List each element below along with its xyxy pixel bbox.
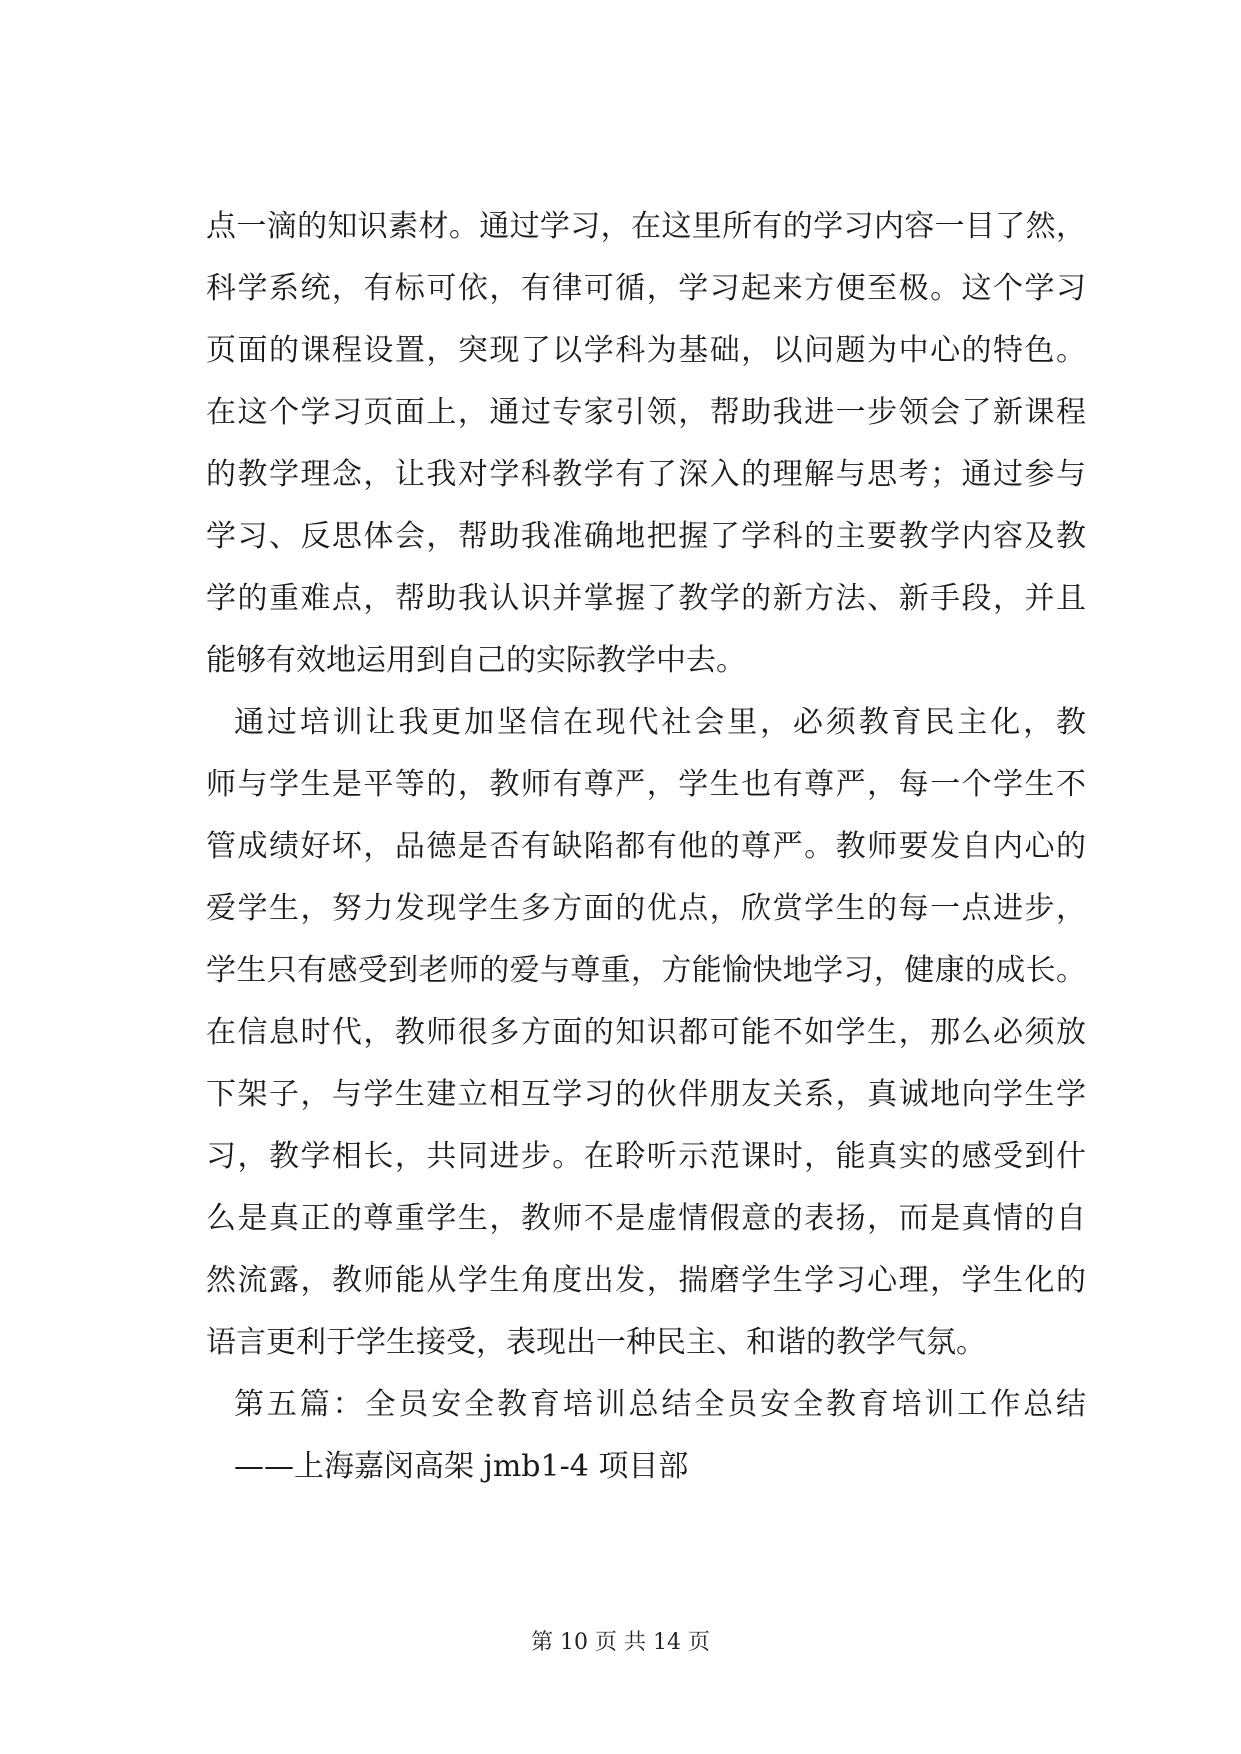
text-line: 在信息时代，教师很多方面的知识都可能不如学生，那么必须放	[206, 1015, 1086, 1050]
text-line: 页面的课程设置，突现了以学科为基础，以问题为中心的特色。	[206, 333, 1086, 368]
text-line: 学的重难点，帮助我认识并掌握了教学的新方法、新手段，并且	[206, 581, 1086, 616]
text-line: 语言更利于学生接受，表现出一种民主、和谐的教学气氛。	[206, 1325, 986, 1360]
text-line: 爱学生，努力发现学生多方面的优点，欣赏学生的每一点进步，	[206, 891, 1086, 926]
text-line: 能够有效地运用到自己的实际教学中去。	[206, 643, 746, 678]
text-line: 学生只有感受到老师的爱与尊重，方能愉快地学习，健康的成长。	[206, 953, 1086, 988]
text-line: 师与学生是平等的，教师有尊严，学生也有尊严，每一个学生不	[206, 767, 1086, 802]
text-line: 科学系统，有标可依，有律可循，学习起来方便至极。这个学习	[206, 271, 1086, 306]
text-line: 下架子，与学生建立相互学习的伙伴朋友关系，真诚地向学生学	[206, 1077, 1086, 1112]
paragraph-first-line: 通过培训让我更加坚信在现代社会里，必须教育民主化，教	[234, 705, 1086, 740]
text-line: 点一滴的知识素材。通过学习，在这里所有的学习内容一目了然，	[206, 209, 1086, 244]
page-number-footer: 第 10 页 共 14 页	[531, 1630, 710, 1655]
section-subheading: ——上海嘉闵高架 jmb1-4 项目部	[234, 1449, 689, 1484]
text-line: 学习、反思体会，帮助我准确地把握了学科的主要教学内容及教	[206, 519, 1086, 554]
text-line: 习，教学相长，共同进步。在聆听示范课时，能真实的感受到什	[206, 1139, 1086, 1174]
text-line: 的教学理念，让我对学科教学有了深入的理解与思考；通过参与	[206, 457, 1086, 492]
text-line: 么是真正的尊重学生，教师不是虚情假意的表扬，而是真情的自	[206, 1201, 1086, 1236]
text-line: 在这个学习页面上，通过专家引领，帮助我进一步领会了新课程	[206, 395, 1086, 430]
text-line: 管成绩好坏，品德是否有缺陷都有他的尊严。教师要发自内心的	[206, 829, 1086, 864]
section-heading: 第五篇：全员安全教育培训总结全员安全教育培训工作总结	[234, 1387, 1086, 1422]
text-line: 然流露，教师能从学生角度出发，揣磨学生学习心理，学生化的	[206, 1263, 1086, 1298]
